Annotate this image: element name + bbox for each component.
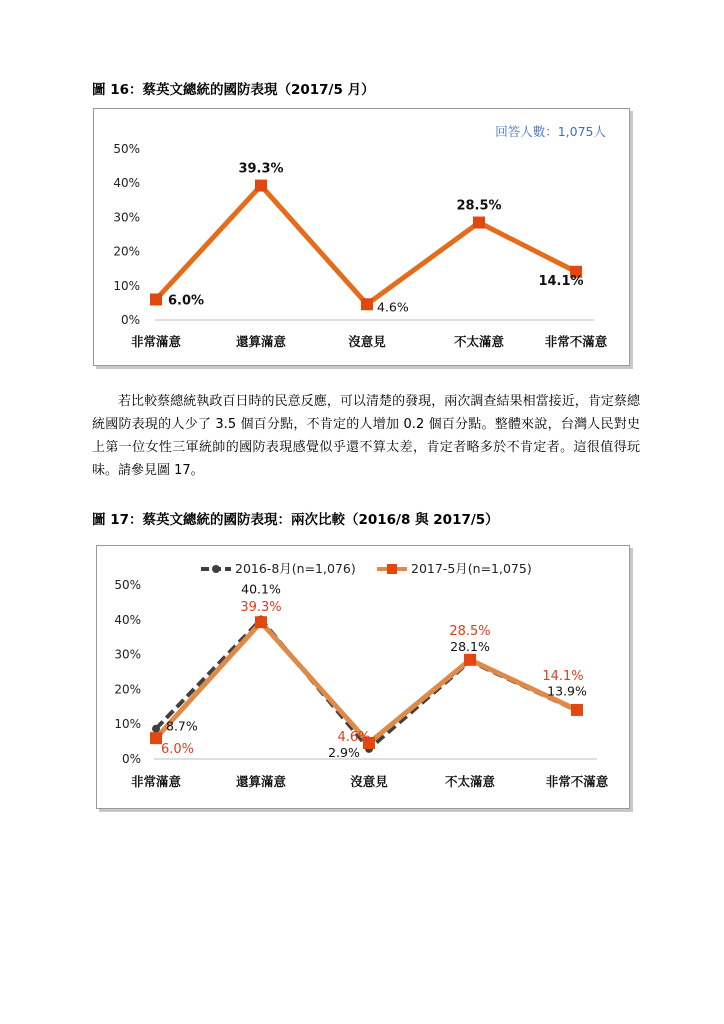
legend-marker-2017 [387, 564, 397, 574]
y-tick-label: 30% [113, 210, 140, 225]
x-category-label: 沒意見 [350, 774, 388, 789]
data-label-2016: 13.9% [547, 683, 587, 699]
data-label-2017: 6.0% [161, 742, 195, 758]
data-point-marker [255, 180, 267, 192]
y-tick-label: 30% [114, 647, 141, 662]
series-line [156, 186, 576, 305]
data-point-marker [361, 298, 373, 310]
figure-17-chart-frame [96, 545, 630, 809]
respondents-annotation: 回答人數：1,075人 [495, 124, 606, 139]
x-category-label: 非常不滿意 [545, 774, 609, 789]
x-category-label: 不太滿意 [453, 334, 505, 349]
x-category-label: 非常滿意 [130, 334, 182, 349]
x-category-label: 還算滿意 [235, 334, 287, 349]
y-tick-label: 0% [120, 313, 140, 327]
data-label: 28.5% [456, 198, 502, 214]
y-tick-label: 50% [113, 142, 140, 156]
legend-label-2016: 2016-8月(n=1,076) [235, 561, 356, 576]
data-label-2016: 28.1% [450, 639, 490, 655]
figure-16-chart-frame [93, 108, 630, 366]
figure-17-title: 圖 17：蔡英文總統的國防表現：兩次比較（2016/8 與 2017/5） [92, 512, 499, 528]
data-point-marker-2017 [255, 616, 267, 628]
data-label-2016: 2.9% [328, 744, 360, 760]
x-category-label: 非常滿意 [130, 774, 182, 789]
figure-16-chart [94, 109, 629, 365]
y-tick-label: 0% [121, 752, 141, 766]
series-line-2017 [156, 622, 577, 743]
legend-marker-2016 [212, 565, 220, 573]
x-category-label: 不太滿意 [444, 774, 496, 789]
y-tick-label: 50% [114, 578, 141, 592]
y-tick-label: 10% [113, 278, 140, 293]
x-category-label: 還算滿意 [235, 774, 287, 789]
y-tick-label: 20% [114, 682, 141, 697]
data-point-marker-2017 [464, 654, 476, 666]
paragraph-text: 若比較蔡總統執政百日時的民意反應，可以清楚的發現，兩次調查結果相當接近，肯定蔡總統國防表現的人少了 3.5 個百分點，不肯定的人增加 0.2 個百分點。整體來說，台灣人民對史上第一位女性三軍統帥的國防表現感覺似乎還不算太差，肯定者略多於不肯定者。這很值得玩味。請參見圖 17。 [92, 394, 640, 478]
data-label-2017: 39.3% [240, 600, 282, 616]
figure-16-title: 圖 16：蔡英文總統的國防表現（2017/5 月） [92, 82, 375, 98]
data-label-2017: 4.6% [337, 729, 371, 745]
data-point-marker [150, 293, 162, 305]
x-category-label: 非常不滿意 [544, 334, 608, 349]
data-label: 14.1% [538, 273, 584, 289]
data-label-2016: 40.1% [241, 581, 281, 597]
data-label-2017: 28.5% [449, 623, 491, 639]
legend-label-2017: 2017-5月(n=1,075) [411, 561, 532, 576]
data-label: 6.0% [168, 293, 205, 309]
y-tick-label: 10% [114, 717, 141, 732]
data-label-2016: 8.7% [166, 718, 198, 734]
data-point-marker [473, 217, 485, 229]
y-tick-label: 40% [113, 176, 140, 191]
data-point-marker-2017 [571, 704, 583, 716]
data-label-2017: 14.1% [542, 668, 584, 684]
y-tick-label: 40% [114, 612, 141, 627]
data-label: 4.6% [377, 299, 409, 315]
body-paragraph [92, 390, 640, 482]
data-label: 39.3% [238, 161, 284, 177]
y-tick-label: 20% [113, 244, 140, 259]
x-category-label: 沒意見 [348, 334, 386, 349]
figure-17-chart [97, 546, 629, 808]
